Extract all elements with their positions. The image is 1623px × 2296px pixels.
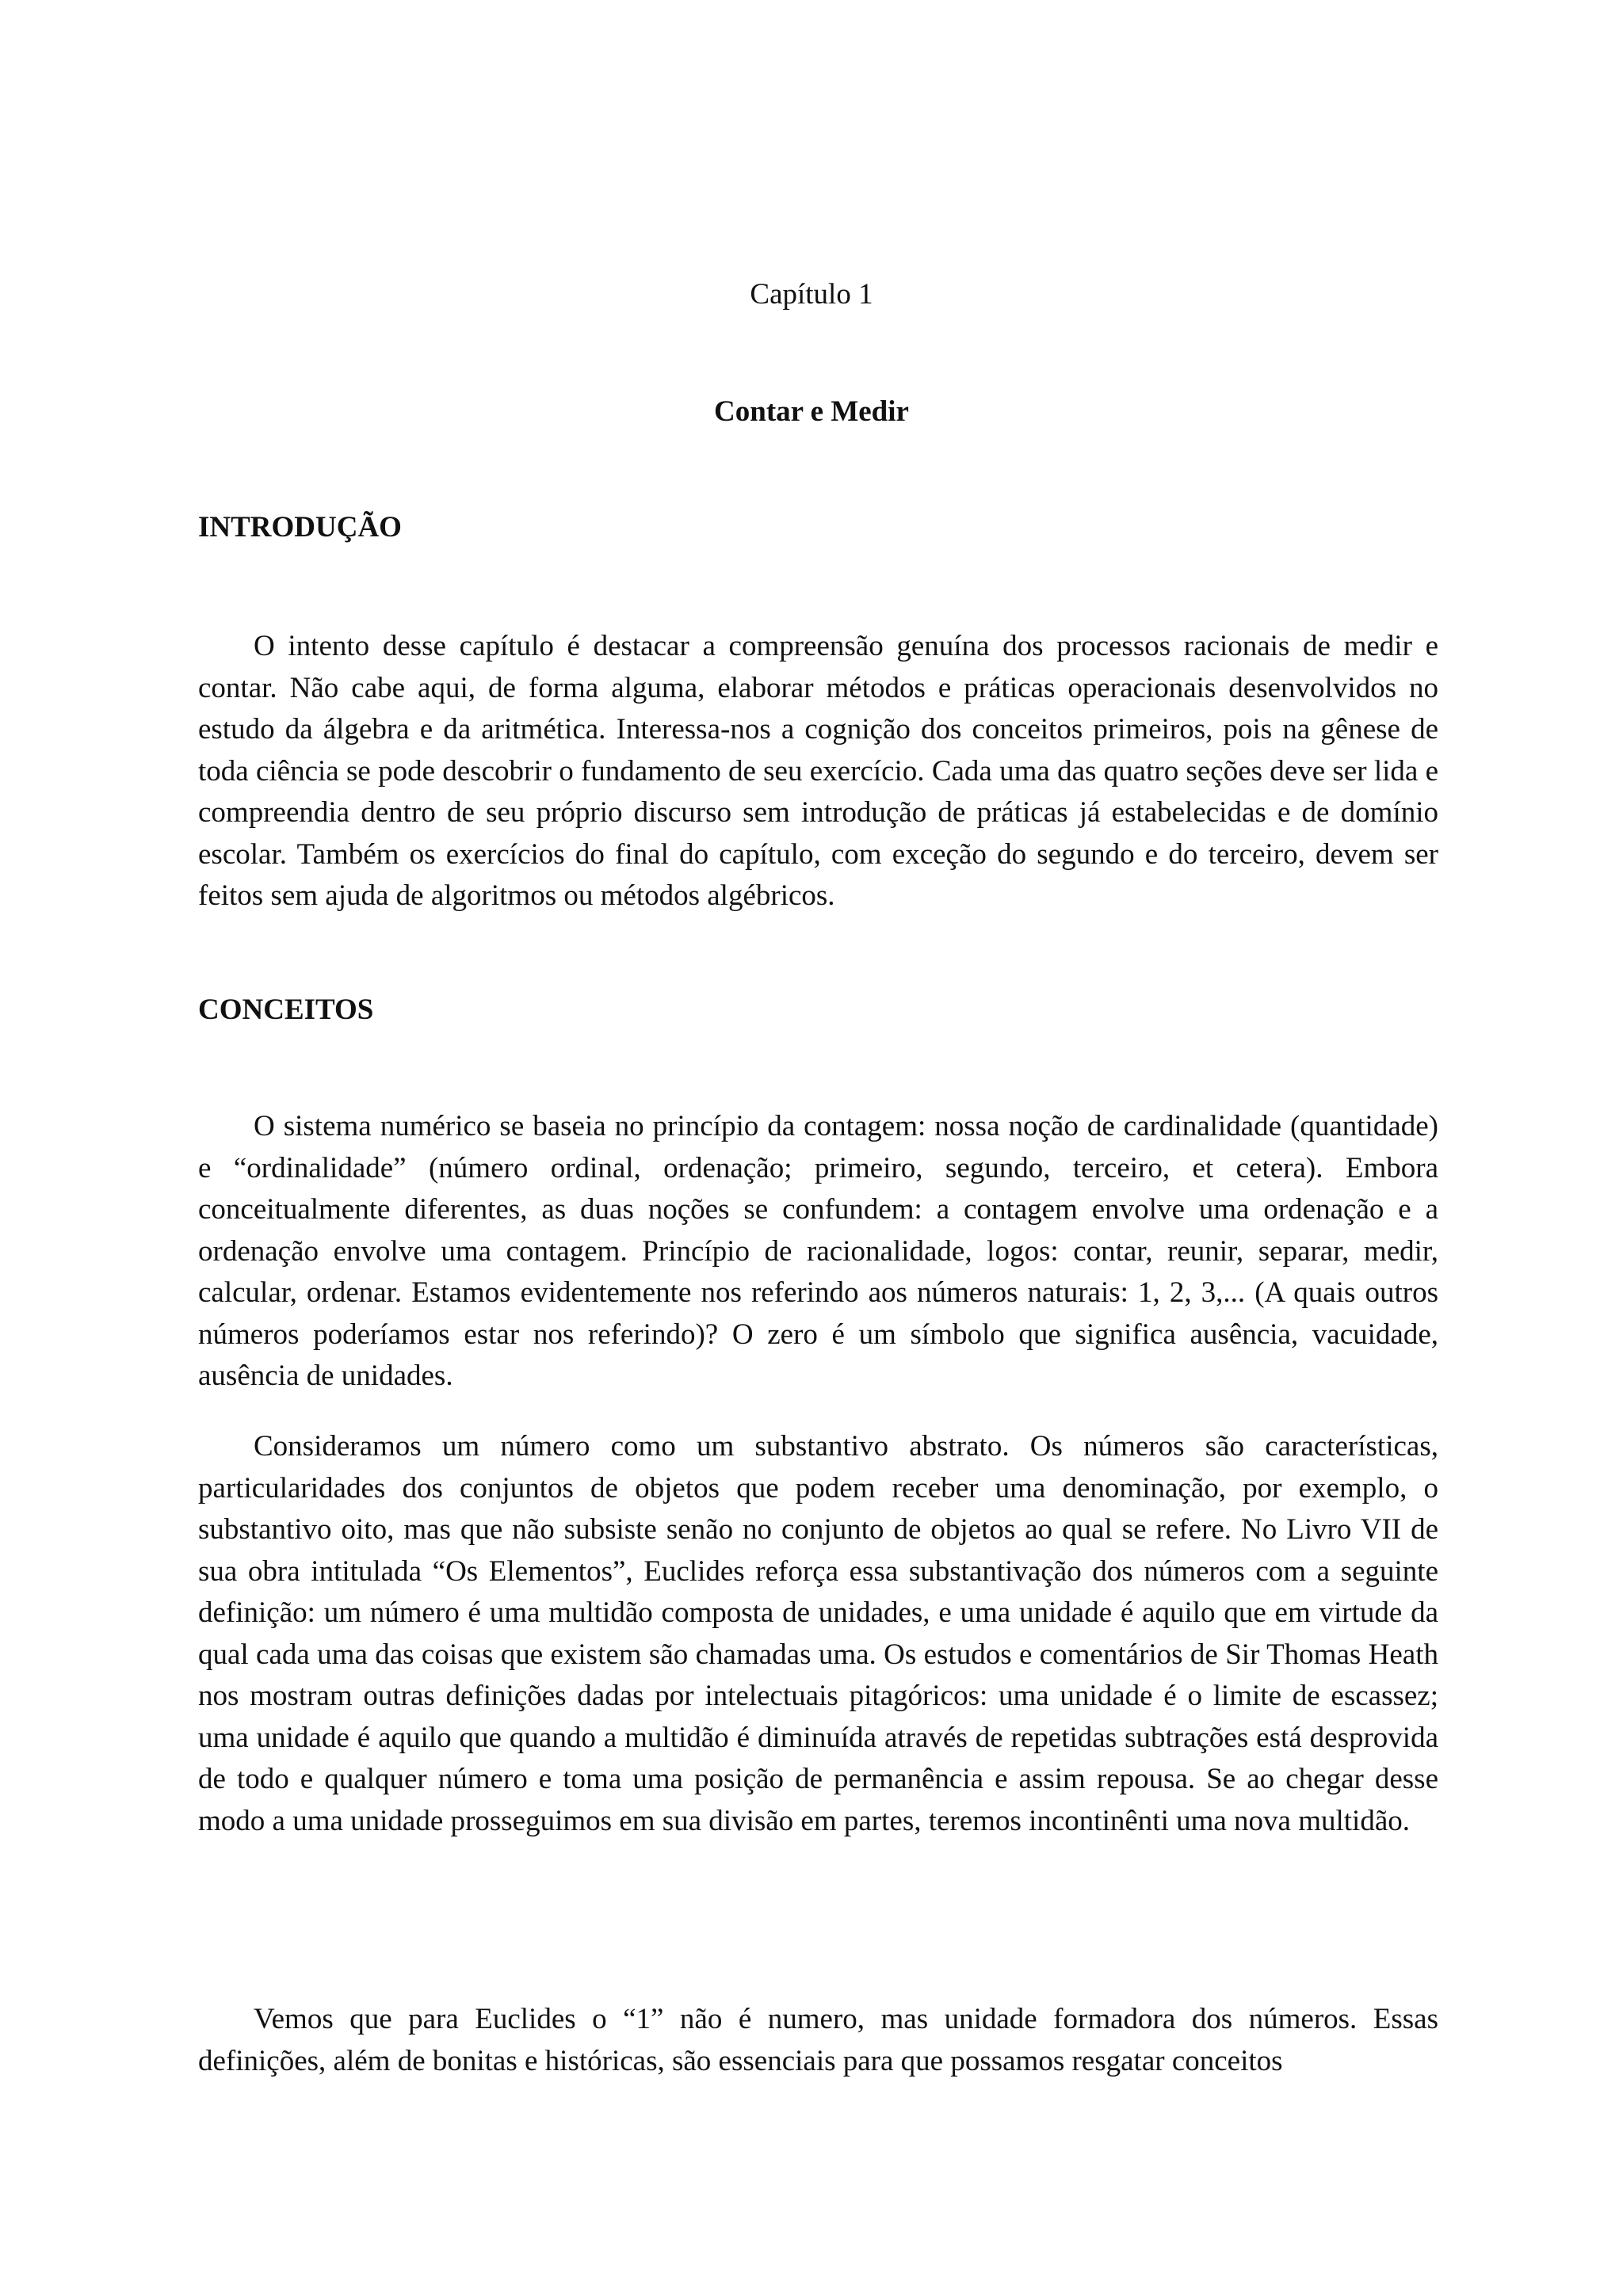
chapter-label: Capítulo 1 [750,278,873,311]
paragraph-conceitos-3: Vemos que para Euclides o “1” não é numero, mas unidade formadora dos números. Essas definições, além de bonitas e históricas, são essenciais para que possamos resgatar conceitos [198,2003,1438,2077]
chapter-title: Contar e Medir [714,395,909,428]
section-heading-introducao: INTRODUÇÃO [198,511,402,543]
paragraph-conceitos-2: Consideramos um número como um substantivo abstrato. Os números são características, particularidades dos conjuntos de objetos que podem receber uma denominação, por exemplo, o substantivo oito, mas que não subsiste senão no conjunto de objetos ao qual se refere. No Livro VII de sua obra intitulada “Os Elementos”, Euclides reforça essa substantivação dos números com a seguinte definição: um número é uma multidão composta de unidades, e uma unidade é aquilo que em virtude da qual cada uma das coisas que existem são chamadas uma. Os estudos e comentários de Sir Thomas Heath nos mostram outras definições dadas por intelectuais pitagóricos: uma unidade é o limite de escassez; uma unidade é aquilo que quando a multidão é diminuída através de repetidas subtrações está desprovida de todo e qualquer número e toma uma posição de permanência e assim repousa. Se ao chegar desse modo a uma unidade prosseguimos em sua divisão em partes, teremos incontinênti uma nova multidão. [198,1430,1438,1837]
paragraph-introducao: O intento desse capítulo é destacar a compreensão genuína dos processos racionais de medir e contar. Não cabe aqui, de forma alguma, elaborar métodos e práticas operacionais desenvolvidos no estudo da álgebra e da aritmética. Interessa-nos a cognição dos conceitos primeiros, pois na gênese de toda ciência se pode descobrir o fundamento de seu exercício. Cada uma das quatro seções deve ser lida e compreendia dentro de seu próprio discurso sem introdução de práticas já estabelecidas e de domínio escolar. Também os exercícios do final do capítulo, com exceção do segundo e do terceiro, devem ser feitos sem ajuda de algoritmos ou métodos algébricos. [198,630,1438,912]
paragraph-conceitos-1: O sistema numérico se baseia no princípio da contagem: nossa noção de cardinalidade (quantidade) e “ordinalidade” (número ordinal, ordenação; primeiro, segundo, terceiro, et cetera). Embora conceitualmente diferentes, as duas noções se confundem: a contagem envolve uma ordenação e a ordenação envolve uma contagem. Princípio de racionalidade, logos: contar, reunir, separar, medir, calcular, ordenar. Estamos evidentemente nos referindo aos números naturais: 1, 2, 3,... (A quais outros números poderíamos estar nos referindo)? O zero é um símbolo que significa ausência, vacuidade, ausência de unidades. [198,1110,1438,1392]
section-heading-conceitos: CONCEITOS [198,994,374,1026]
